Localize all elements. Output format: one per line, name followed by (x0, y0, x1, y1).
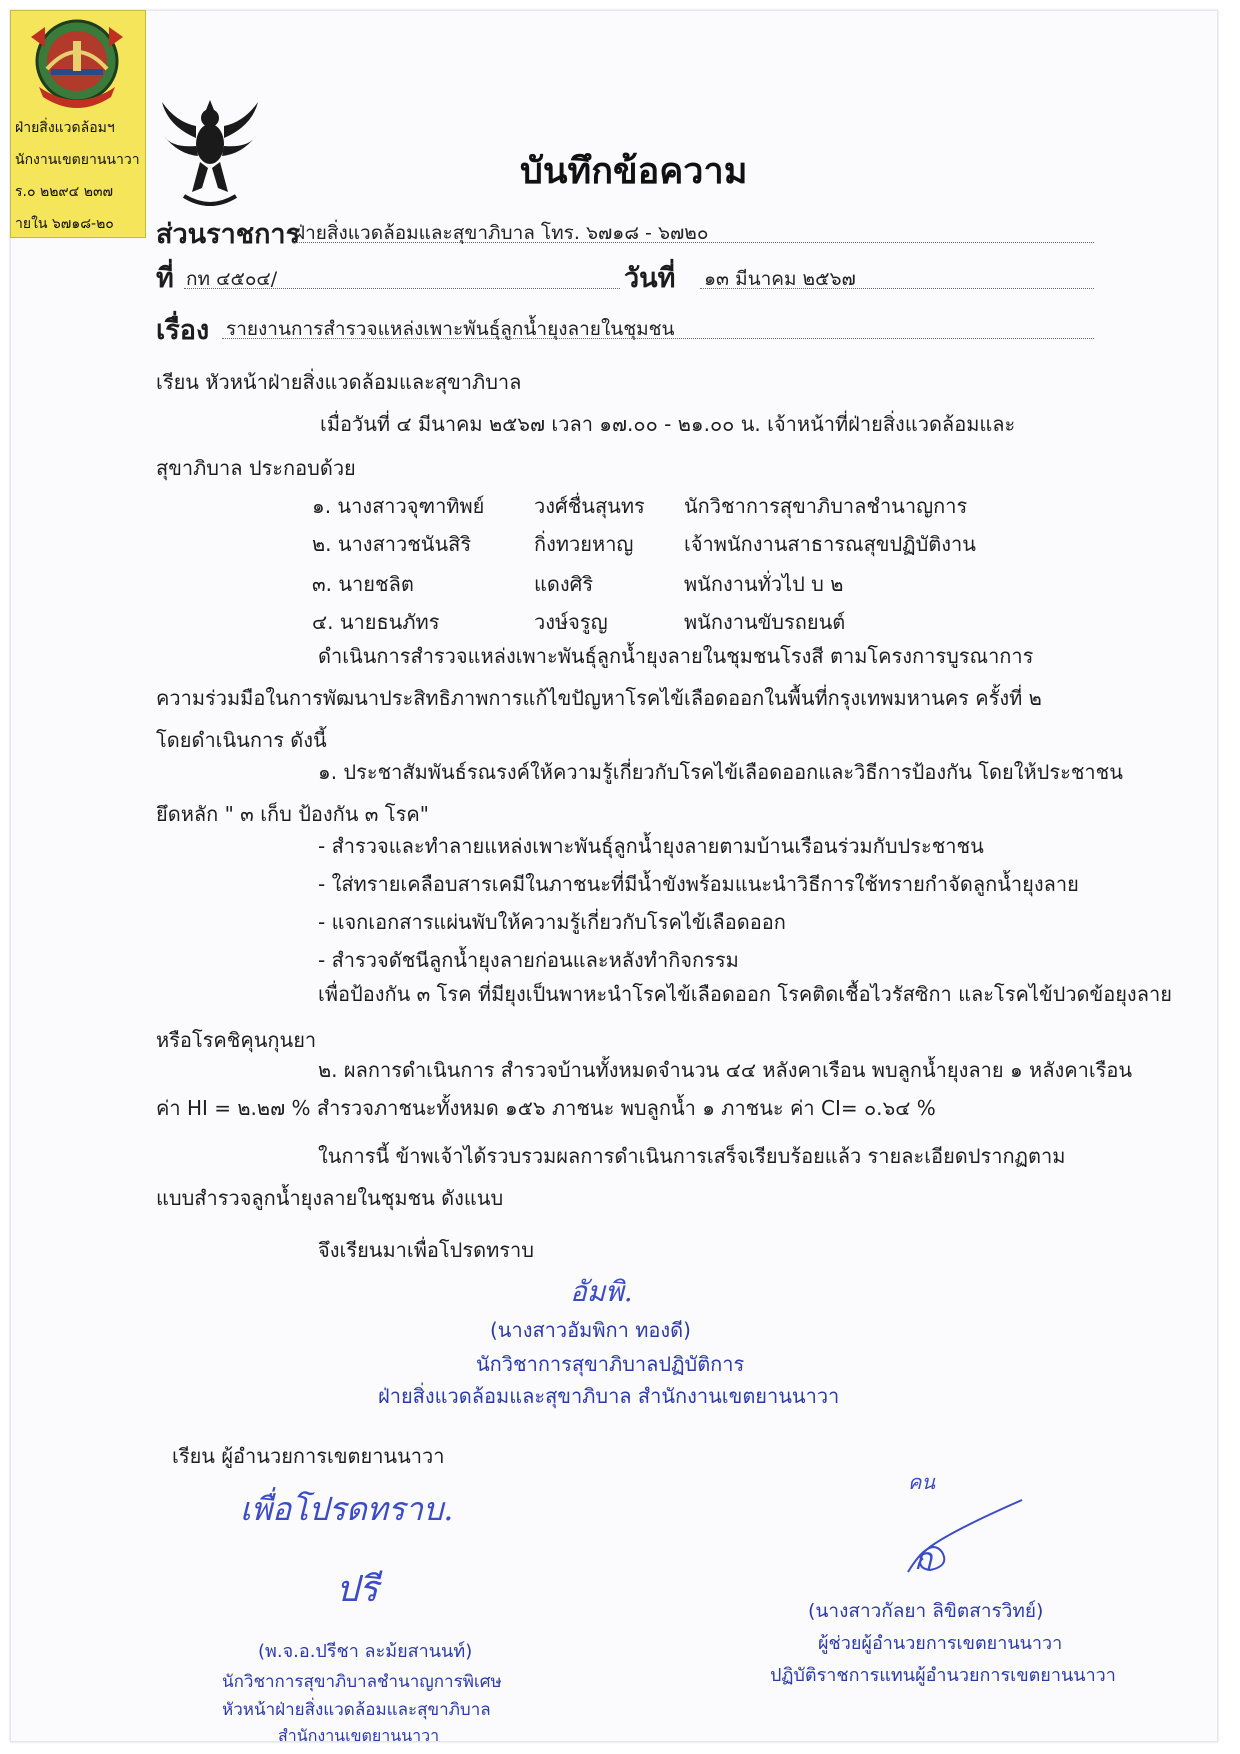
ref-label: ที่ (156, 263, 174, 294)
ref-dotted-line (184, 288, 620, 289)
staff-surname: กิ่งทวยหาญ (534, 532, 634, 556)
prevent-line1: เพื่อป้องกัน ๓ โรค ที่มียุงเป็นพาหะนำโรคไข้เลือดออก โรคติดเชื้อไวรัสซิกา และโรคไข้ปวดข้อยุงลาย (318, 982, 1172, 1006)
subject-value: รายงานการสำรวจแหล่งเพาะพันธุ์ลูกน้ำยุงลายในชุมชน (226, 318, 675, 340)
staff-position: นักวิชาการสุขาภิบาลชำนาญการ (684, 494, 968, 518)
district-logo-icon (25, 17, 129, 111)
stamp-line-2: นักงานเขตยานนาวา (15, 152, 140, 168)
closing-line: จึงเรียนมาเพื่อโปรดทราบ (318, 1238, 534, 1262)
right-signer-name: (นางสาวกัลยา ลิขิตสารวิทย์) (808, 1600, 1044, 1622)
date-value: ๑๓ มีนาคม ๒๕๖๗ (704, 268, 856, 290)
staff-position: พนักงานทั่วไป บ ๒ (684, 572, 844, 596)
bullet-item: - ใส่ทรายเคลือบสารเคมีในภาชนะที่มีน้ำขังพร้อมแนะนำวิธีการใช้ทรายกำจัดลูกน้ำยุงลาย (318, 872, 1079, 896)
department-stamp (10, 10, 146, 238)
right-signature: ก (914, 1542, 933, 1577)
stamp-line-1: ฝ่ายสิ่งแวดล้อมฯ (15, 120, 115, 136)
date-label: วันที่ (624, 263, 676, 294)
prevent-line2: หรือโรคชิคุนกุนยา (156, 1028, 317, 1052)
staff-surname: วงษ์จรูญ (534, 610, 608, 634)
endorse-to: เรียน ผู้อำนวยการเขตยานนาวา (172, 1444, 445, 1468)
staff-position: พนักงานขับรถยนต์ (684, 610, 846, 634)
staff-name: ๓. นายชลิต (312, 572, 414, 596)
garuda-emblem-icon (158, 96, 262, 212)
approver-name: (พ.จ.อ.ปรีชา ละม้ยสานนท์) (258, 1641, 473, 1662)
para1-line1: เมื่อวันที่ ๔ มีนาคม ๒๕๖๗ เวลา ๑๗.๐๐ - ๒๑.๐๐ น. เจ้าหน้าที่ฝ่ายสิ่งแวดล้อมและ (320, 412, 1016, 436)
staff-surname: วงศ์ชื่นสุนทร (534, 494, 645, 518)
item2-line1: ๒. ผลการดำเนินการ สำรวจบ้านทั้งหมดจำนวน ๔๔ หลังคาเรือน พบลูกน้ำยุงลาย ๑ หลังคาเรือน (318, 1058, 1133, 1082)
date-dotted-line (700, 288, 1094, 289)
staff-name: ๒. นางสาวชนันสิริ (312, 532, 472, 556)
approver-position: นักวิชาการสุขาภิบาลชำนาญการพิเศษ (222, 1672, 502, 1692)
item2-line2: ค่า HI = ๒.๒๗ % สำรวจภาชนะทั้งหมด ๑๕๖ ภาชนะ พบลูกน้ำ ๑ ภาชนะ ค่า CI= ๐.๖๔ % (156, 1096, 936, 1120)
staff-position: เจ้าพนักงานสาธารณสุขปฏิบัติงาน (684, 532, 976, 556)
para2-line2: ความร่วมมือในการพัฒนาประสิทธิภาพการแก้ไขปัญหาโรคไข้เลือดออกในพื้นที่กรุงเทพมหานคร ครั้งที่ ๒ (156, 686, 1042, 710)
approver-initials: คน (908, 1470, 936, 1494)
dept-value: ฝ่ายสิ่งแวดล้อมและสุขาภิบาล โทร. ๖๗๑๘ - ๖๗๒๐ (294, 222, 709, 244)
para3-line1: ในการนี้ ข้าพเจ้าได้รวบรวมผลการดำเนินการเสร็จเรียบร้อยแล้ว รายละเอียดปรากฏตาม (318, 1144, 1066, 1168)
staff-name: ๔. นายธนภัทร (312, 610, 440, 634)
dept-dotted-line (292, 242, 1094, 243)
para1-line2: สุขาภิบาล ประกอบด้วย (156, 456, 356, 480)
signer-position: นักวิชาการสุขาภิบาลปฏิบัติการ (476, 1352, 745, 1376)
bullet-item: - แจกเอกสารแผ่นพับให้ความรู้เกี่ยวกับโรคไข้เลือดออก (318, 910, 786, 934)
stamp-line-4: ายใน ๖๗๑๘-๒๐ (15, 216, 114, 232)
approver-signature: ปรี (336, 1569, 379, 1610)
staff-name: ๑. นางสาวจุฑาทิพย์ (312, 494, 485, 518)
approver-office: สำนักงานเขตยานนาวา (278, 1726, 440, 1745)
subject-label: เรื่อง (156, 315, 210, 346)
item1-line2: ยึดหลัก " ๓ เก็บ ป้องกัน ๓ โรค" (156, 802, 429, 826)
right-signer-acting: ปฏิบัติราชการแทนผู้อำนวยการเขตยานนาวา (770, 1665, 1116, 1686)
signer-signature: อัมพิ. (570, 1275, 633, 1308)
staff-surname: แดงศิริ (534, 572, 594, 596)
memo-title: บันทึกข้อความ (520, 151, 748, 192)
para3-line2: แบบสำรวจลูกน้ำยุงลายในชุมชน ดังแนบ (156, 1186, 504, 1210)
ref-value: กท ๔๕๐๔/ (186, 268, 278, 290)
salutation: เรียน หัวหน้าฝ่ายสิ่งแวดล้อมและสุขาภิบาล (156, 370, 522, 394)
bullet-item: - สำรวจดัชนีลูกน้ำยุงลายก่อนและหลังทำกิจกรรม (318, 948, 739, 972)
bullet-item: - สำรวจและทำลายแหล่งเพาะพันธุ์ลูกน้ำยุงลายตามบ้านเรือนร่วมกับประชาชน (318, 834, 984, 858)
signer-name: (นางสาวอัมพิกา ทองดี) (490, 1318, 691, 1342)
signer-org: ฝ่ายสิ่งแวดล้อมและสุขาภิบาล สำนักงานเขตยานนาวา (378, 1384, 840, 1408)
subject-dotted-line (222, 338, 1094, 339)
para2-line3: โดยดำเนินการ ดังนี้ (156, 728, 327, 752)
right-signer-position: ผู้ช่วยผู้อำนวยการเขตยานนาวา (818, 1633, 1063, 1654)
dept-label: ส่วนราชการ (156, 219, 301, 250)
approver-role: หัวหน้าฝ่ายสิ่งแวดล้อมและสุขาภิบาล (222, 1700, 491, 1720)
para2-line1: ดำเนินการสำรวจแหล่งเพาะพันธุ์ลูกน้ำยุงลายในชุมชนโรงสี ตามโครงการบูรณาการ (318, 644, 1034, 668)
item1-line1: ๑. ประชาสัมพันธ์รณรงค์ให้ความรู้เกี่ยวกับโรคไข้เลือดออกและวิธีการป้องกัน โดยให้ประชาชน (318, 760, 1123, 784)
stamp-line-3: ร.๐ ๒๒๙๔ ๒๓๗ (15, 184, 114, 200)
handwritten-note: เพื่อโปรดทราบ. (240, 1490, 454, 1528)
